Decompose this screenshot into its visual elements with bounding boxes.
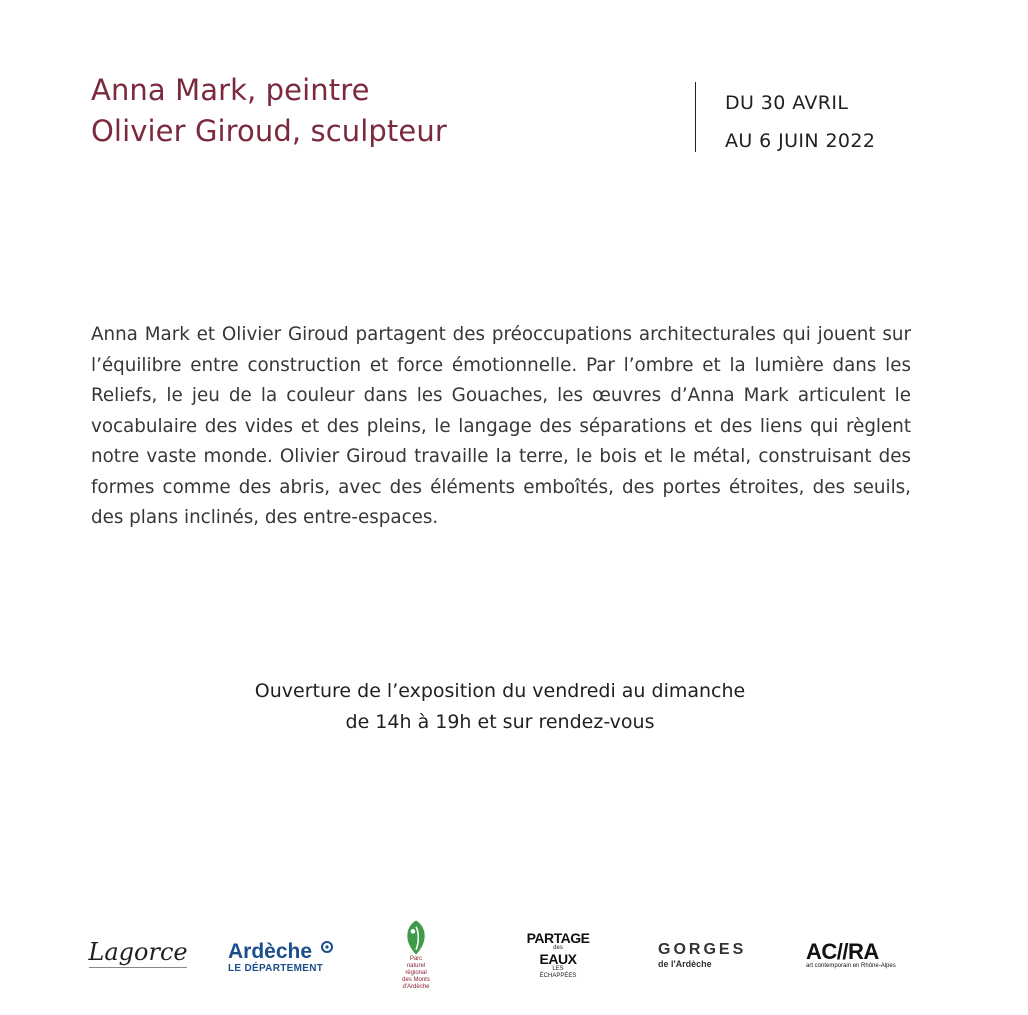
gorges-logo-text: GORGES [658,941,747,958]
artist-anna-mark: Anna Mark, peintre [91,73,370,107]
partage-des-eaux-logo [518,919,598,991]
gorges-logo-subtext: de l'Ardèche [658,959,712,969]
artists-heading [91,70,447,152]
acra-logo [806,935,900,975]
parc-line-3: régional [405,970,427,976]
artist-olivier-giroud: Olivier Giroud, sculpteur [91,114,447,148]
opening-hours [0,676,1000,738]
partage-line-1: PARTAGE [526,929,590,946]
opening-days: Ouverture de l’exposition du vendredi au dimanche [254,680,746,702]
partage-sub-1: LES [552,965,564,972]
lagorce-logo [88,933,188,973]
parc-line-2: naturel [406,963,426,969]
partner-logos [0,915,1028,995]
ardeche-logo-text: Ardèche [228,939,313,963]
ardeche-logo-subtext: LE DÉPARTEMENT [228,962,324,974]
gorges-ardeche-logo [658,935,762,975]
partage-sub-2: ÉCHAPPÉES [539,972,577,979]
date-end: AU 6 JUIN 2022 [725,130,876,152]
partage-line-3: EAUX [539,950,577,967]
ardeche-logo [228,937,334,977]
opening-times: de 14h à 19h et sur rendez-vous [345,711,655,733]
swirl-icon [321,941,333,953]
leaf-icon [398,919,434,956]
acra-logo-subtext: art contemporain en Rhône-Alpes [806,963,896,969]
exhibition-description: Anna Mark et Olivier Giroud partagent des préoccupations architecturales qui jouent sur l’équilibre entre construction et force émotionnelle. Par l’ombre et la lumière dans les Reliefs, le jeu de la couleur dans les Gouaches, les œuvres d’Anna Mark articulent le vocabulaire des vides et des pleins, le langage des séparations et des liens qui règlent notre vaste monde. Olivier Giroud travaille la terre, le bois et le métal, construisant des formes comme des abris, avec des éléments emboîtés, des portes étroites, des seuils, des plans inclinés, des entre-espaces. [91,324,911,528]
partage-line-2: des [553,944,563,951]
lagorce-logo-text: Lagorce [88,937,188,966]
acra-logo-text: AC//RA [806,939,879,964]
parc-naturel-logo [388,919,444,991]
date-start: DU 30 AVRIL [725,92,849,114]
header-divider [695,82,696,152]
parc-line-1: Parc [409,956,423,962]
parc-line-4: des Monts d'Ardèche [402,977,430,990]
exhibition-dates [725,84,875,160]
